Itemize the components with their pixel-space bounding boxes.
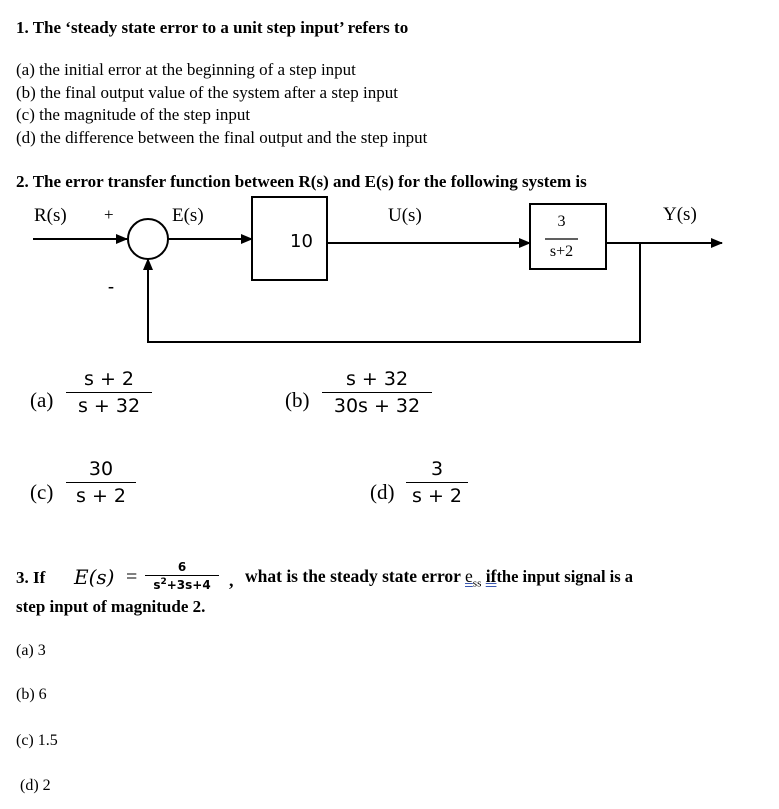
q3-ess: $e_{ss}$ bbox=[465, 566, 482, 590]
plant-numerator: 3 bbox=[557, 213, 566, 230]
error-label: E(s) bbox=[172, 205, 204, 226]
q3-text bbox=[245, 566, 633, 590]
q3-option-c: (c) 1.5 bbox=[16, 732, 58, 749]
q3-es: E(s) bbox=[74, 565, 115, 589]
q1-option-a: (a) the initial error at the beginning of a step input bbox=[16, 60, 356, 79]
q3-equals: = bbox=[126, 566, 138, 588]
question-1: 1. The ‘steady state error to a unit step input’ refers to bbox=[16, 18, 409, 37]
q3-line-2: step input of magnitude 2. bbox=[16, 597, 206, 616]
q3-den-exponent: 2 bbox=[160, 577, 167, 587]
q3-option-b: (b) 6 bbox=[16, 686, 47, 703]
q1-option-b: (b) the final output value of the system after a step input bbox=[16, 83, 398, 102]
q3-den-rest: +3s+4 bbox=[166, 578, 211, 592]
q2-option-b-fraction bbox=[322, 368, 432, 417]
q3-fraction-denominator bbox=[145, 576, 219, 592]
input-label: R(s) bbox=[34, 205, 67, 226]
q2-option-b-denominator: 30s + 32 bbox=[333, 395, 421, 417]
q2-option-c-numerator: 30 bbox=[88, 458, 114, 480]
question-2: 2. The error transfer function between R(s) and E(s) for the following system is bbox=[16, 172, 587, 191]
q3-comma: , bbox=[229, 570, 234, 590]
q2-option-d-numerator: 3 bbox=[430, 458, 444, 480]
q3-option-a: (a) 3 bbox=[16, 642, 46, 659]
q2-option-d-fraction bbox=[406, 458, 468, 507]
q2-option-a-denominator: s + 32 bbox=[77, 395, 141, 417]
q3-e-fraction bbox=[145, 560, 219, 592]
q2-option-b-label: (b) bbox=[285, 388, 310, 412]
q2-option-a-numerator: s + 2 bbox=[84, 368, 134, 390]
q2-option-a-fraction bbox=[66, 368, 152, 417]
q2-option-c-label: (c) bbox=[30, 480, 54, 504]
q2-option-d-label: (d) bbox=[370, 480, 395, 504]
q3-text-mid: what is the steady state error bbox=[245, 566, 461, 586]
q3-fraction-numerator: 6 bbox=[177, 560, 187, 574]
q3-if-word: if bbox=[485, 566, 497, 586]
q1-option-d: (d) the difference between the final output and the step input bbox=[16, 128, 428, 147]
output-label: Y(s) bbox=[663, 204, 697, 225]
q3-option-d: (d) 2 bbox=[20, 777, 51, 794]
q2-option-c-denominator: s + 2 bbox=[76, 485, 126, 507]
q2-option-c-fraction bbox=[66, 458, 136, 507]
plant-denominator: s+2 bbox=[549, 243, 574, 260]
q3-text-end: the input signal is a bbox=[496, 567, 634, 586]
control-label: U(s) bbox=[388, 205, 422, 226]
q2-option-b-numerator: s + 32 bbox=[345, 368, 409, 390]
q3-den-s: s bbox=[153, 578, 161, 592]
q2-option-a-label: (a) bbox=[30, 388, 54, 412]
controller-gain: 10 bbox=[290, 231, 313, 252]
minus-sign: - bbox=[108, 276, 114, 296]
plus-sign: + bbox=[104, 205, 114, 224]
q3-prefix: 3. If bbox=[16, 568, 46, 587]
q2-option-d-denominator: s + 2 bbox=[412, 485, 462, 507]
q1-option-c: (c) the magnitude of the step input bbox=[16, 105, 251, 124]
summing-junction bbox=[128, 219, 168, 259]
